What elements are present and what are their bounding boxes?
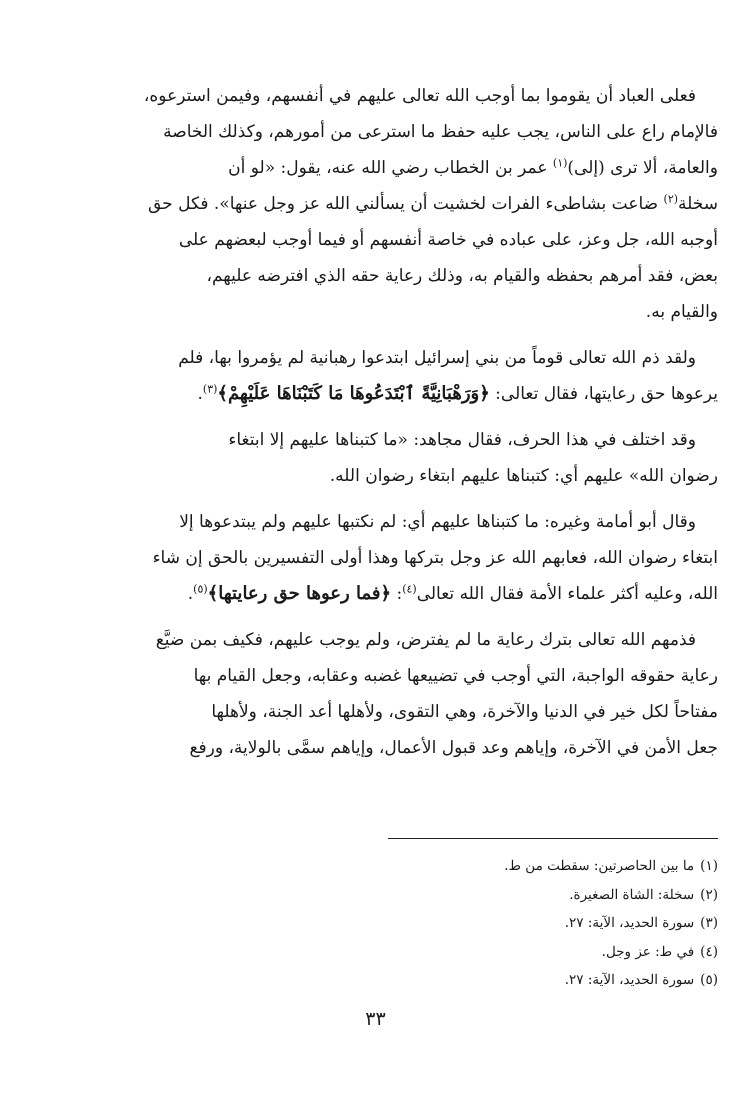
line-text: وقال أبو أمامة وغيره: ما كتبناها عليهم أي: لم نكتبها عليهم ولم يبتدعوها إلا <box>179 512 696 532</box>
paragraph-4 <box>70 504 718 612</box>
line-text: أوجبه الله، جل وعز، على عباده في خاصة أنفسهم أو فيما أوجب لبعضهم على <box>178 230 718 250</box>
text-line <box>70 78 718 114</box>
quran-verse-1: ﴿وَرَهْبَانِيَّةً ٱبْتَدَعُوهَا مَا كَتَبْنَاهَا عَلَيْهِمْ﴾ <box>217 383 490 404</box>
footnote-number: (٤) <box>700 943 718 960</box>
line-text: . <box>187 584 194 604</box>
footnote-item <box>318 909 718 938</box>
footnote-number: (٣) <box>700 915 718 931</box>
footnote-text: سورة الحديد، الآية: ٢٧. <box>564 915 695 931</box>
line-text: والعامة، ألا ترى (إلى) <box>567 158 718 178</box>
footnote-ref-4: (٤) <box>402 582 417 596</box>
text-line <box>70 730 718 766</box>
line-text: جعل الأمن في الآخرة، وإياهم وعد قبول الأعمال، وإياهم سمَّى بالولاية، ورفع <box>189 738 718 758</box>
text-line <box>70 186 718 222</box>
text-line <box>70 576 718 612</box>
line-text: بعض، فقد أمرهم بحفظه والقيام به، وذلك رعاية حقه الذي افترضه عليهم، <box>206 266 718 286</box>
footnote-text: في ط: عز وجل. <box>601 943 695 960</box>
line-text: رضوان الله» عليهم أي: كتبناها عليهم ابتغاء رضوان الله. <box>329 466 718 486</box>
quran-verse-2: ﴿فما رعوها حق رعايتها﴾ <box>207 583 392 604</box>
text-line <box>70 658 718 694</box>
line-text: وقد اختلف في هذا الحرف، فقال مجاهد: «ما كتبناها عليهم إلا ابتغاء <box>228 430 696 450</box>
footnote-text: سخلة: الشاة الصغيرة. <box>569 886 695 903</box>
text-line <box>70 458 718 494</box>
line-text: فعلى العباد أن يقوموا بما أوجب الله تعالى عليهم في أنفسهم، وفيمن استرعوه، <box>143 86 696 106</box>
line-text: ولقد ذم الله تعالى قوماً من بني إسرائيل ابتدعوا رهبانية لم يؤمروا بها، فلم <box>178 348 696 368</box>
footnote-ref-5: (٥) <box>193 582 208 596</box>
line-text: الله، وعليه أكثر علماء الأمة فقال الله تعالى <box>416 584 718 604</box>
line-text: يرعوها حق رعايتها، فقال تعالى: <box>489 384 718 404</box>
line-text: : <box>391 584 403 604</box>
text-line <box>70 222 718 258</box>
line-text: سخلة <box>678 194 718 214</box>
footnote-item <box>318 852 718 881</box>
paragraph-3 <box>70 422 718 494</box>
footnote-text: ما بين الحاصرتين: سقطت من ط. <box>504 858 695 874</box>
footnote-text: سورة الحديد، الآية: ٢٧. <box>564 972 695 988</box>
text-line <box>70 376 718 412</box>
text-line <box>70 694 718 730</box>
footnote-ref-1: (١) <box>552 156 568 170</box>
footnote-separator <box>388 838 718 839</box>
line-text: ضاعت بشاطىء الفرات لخشيت أن يسألني الله عز وجل عنها». فكل حق <box>148 194 664 214</box>
text-line <box>70 150 718 186</box>
footnote-ref-3: (٣) <box>202 382 218 396</box>
line-text: رعاية حقوقه الواجبة، التي أوجب في تضييعها غضبه وعقابه، وجعل القيام بها <box>193 666 718 686</box>
line-text: عمر بن الخطاب رضي الله عنه، يقول: «لو أن <box>228 158 553 178</box>
line-text: فذمهم الله تعالى بترك رعاية ما لم يفترض، ولم يوجب عليهم، فكيف بمن ضيَّع <box>155 630 696 650</box>
line-text: ابتغاء رضوان الله، فعابهم الله عز وجل بتركها وهذا أولى التفسيرين بالحق إن شاء <box>152 548 718 568</box>
text-line <box>70 422 718 458</box>
text-line <box>70 540 718 576</box>
text-line <box>70 294 718 330</box>
footnote-number: (٢) <box>700 886 718 903</box>
text-line <box>70 340 718 376</box>
line-text: . <box>197 384 203 404</box>
paragraph-5 <box>70 622 718 766</box>
footnote-number: (١) <box>700 858 718 874</box>
text-line <box>70 114 718 150</box>
footnote-ref-2: (٢) <box>663 192 679 206</box>
paragraph-2 <box>70 340 718 412</box>
line-text: والقيام به. <box>645 302 718 322</box>
footnote-item <box>318 881 718 910</box>
page-number: ٣٣ <box>365 1008 386 1030</box>
footnote-number: (٥) <box>700 972 718 988</box>
footnote-item <box>318 938 718 967</box>
footnotes <box>318 852 718 995</box>
footnote-item <box>318 966 718 995</box>
line-text: مفتاحاً لكل خير في الدنيا والآخرة، وهي التقوى، ولأهلها أعد الجنة، ولأهلها <box>211 702 718 722</box>
text-line <box>70 622 718 658</box>
line-text: فالإمام راع على الناس، يجب عليه حفظ ما استرعى من أمورهم، وكذلك الخاصة <box>163 122 718 142</box>
paragraph-1 <box>70 78 718 330</box>
text-line <box>70 258 718 294</box>
text-line <box>70 504 718 540</box>
